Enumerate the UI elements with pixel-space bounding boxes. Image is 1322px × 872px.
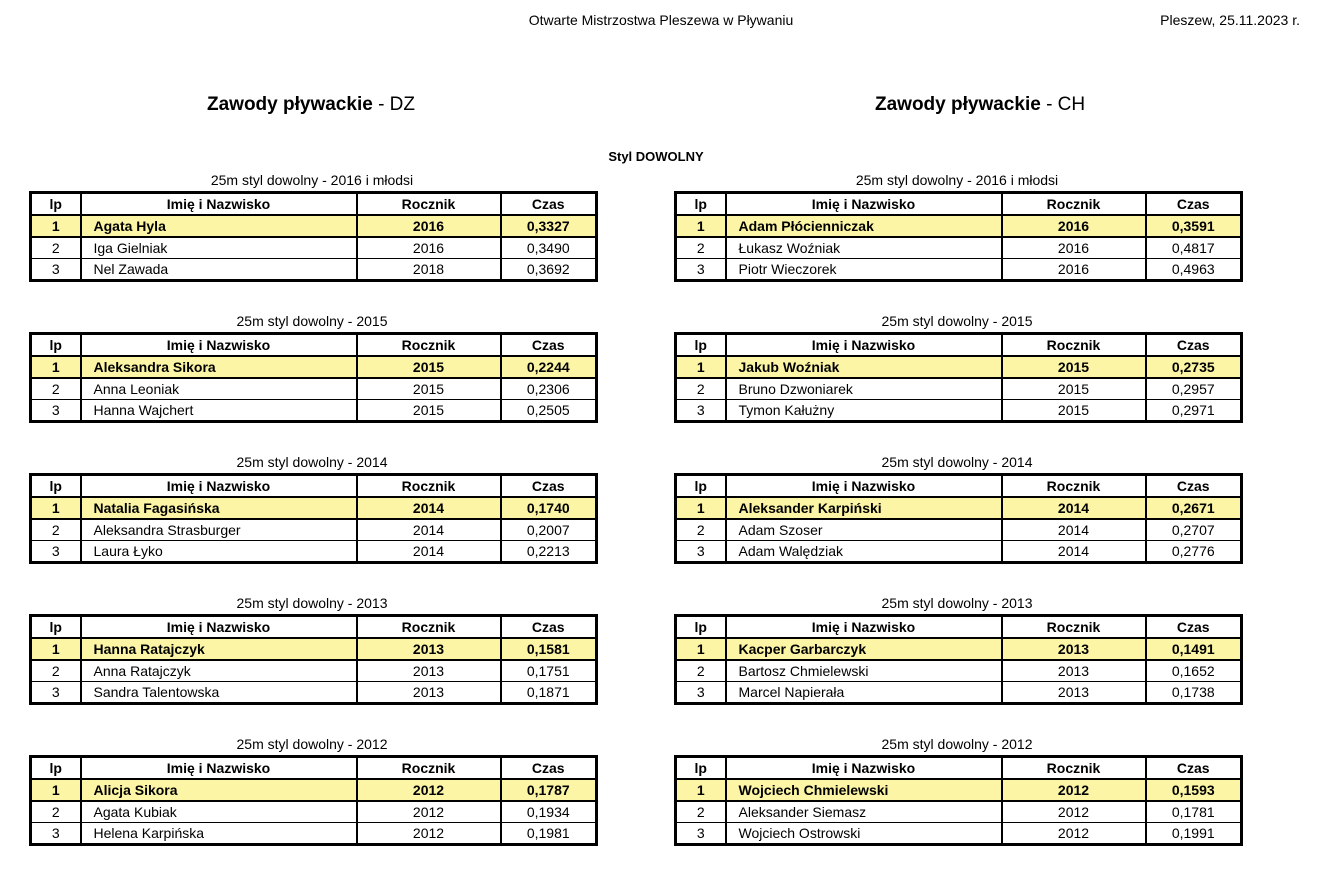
- cell-lp: 2: [31, 801, 81, 823]
- results-table: [29, 473, 598, 564]
- table-header-row: [31, 616, 597, 639]
- cell-time: 0,4963: [1146, 259, 1242, 281]
- cell-name: Bartosz Chmielewski: [726, 660, 1002, 682]
- cell-time: 0,2957: [1146, 378, 1242, 400]
- table-row: [676, 497, 1242, 519]
- header-year: Rocznik: [357, 193, 501, 216]
- results-table: [29, 614, 598, 705]
- header-year: Rocznik: [357, 334, 501, 357]
- cell-year: 2016: [1002, 237, 1146, 259]
- cell-year: 2015: [357, 378, 501, 400]
- cell-lp: 2: [676, 801, 726, 823]
- table-header-row: [676, 334, 1242, 357]
- event-caption: 25m styl dowolny - 2015: [881, 313, 1033, 329]
- cell-name: Anna Ratajczyk: [81, 660, 357, 682]
- cell-lp: 3: [31, 541, 81, 563]
- cell-time: 0,1581: [501, 638, 597, 660]
- cell-year: 2013: [357, 660, 501, 682]
- cell-name: Alicja Sikora: [81, 779, 357, 801]
- table-row: [676, 541, 1242, 563]
- header-name: Imię i Nazwisko: [81, 334, 357, 357]
- cell-lp: 3: [676, 259, 726, 281]
- table-header-row: [676, 475, 1242, 498]
- cell-time: 0,1751: [501, 660, 597, 682]
- event-caption: 25m styl dowolny - 2013: [236, 595, 388, 611]
- results-block-ch: [674, 311, 1240, 423]
- cell-name: Agata Kubiak: [81, 801, 357, 823]
- header-lp: lp: [676, 334, 726, 357]
- cell-year: 2014: [1002, 541, 1146, 563]
- cell-time: 0,2306: [501, 378, 597, 400]
- column-title-dz-main: Zawody pływackie: [207, 94, 373, 115]
- header-name: Imię i Nazwisko: [81, 757, 357, 780]
- cell-time: 0,1491: [1146, 638, 1242, 660]
- place-date: Pleszew, 25.11.2023 r.: [1160, 12, 1300, 28]
- cell-lp: 1: [31, 638, 81, 660]
- column-title-ch-main: Zawody pływackie: [875, 94, 1041, 115]
- cell-name: Tymon Kałużny: [726, 400, 1002, 422]
- cell-year: 2012: [1002, 801, 1146, 823]
- table-row: [676, 823, 1242, 845]
- cell-lp: 1: [676, 497, 726, 519]
- table-row: [676, 378, 1242, 400]
- cell-name: Jakub Woźniak: [726, 356, 1002, 378]
- cell-year: 2013: [1002, 682, 1146, 704]
- cell-time: 0,1871: [501, 682, 597, 704]
- table-row: [676, 682, 1242, 704]
- results-block-ch: [674, 734, 1240, 846]
- cell-time: 0,1738: [1146, 682, 1242, 704]
- event-caption: 25m styl dowolny - 2014: [881, 454, 1033, 470]
- header-time: Czas: [1146, 757, 1242, 780]
- cell-lp: 1: [676, 779, 726, 801]
- cell-name: Adam Szoser: [726, 519, 1002, 541]
- header-year: Rocznik: [1002, 757, 1146, 780]
- cell-name: Helena Karpińska: [81, 823, 357, 845]
- header-year: Rocznik: [1002, 616, 1146, 639]
- cell-time: 0,4817: [1146, 237, 1242, 259]
- header-name: Imię i Nazwisko: [81, 616, 357, 639]
- event-caption: 25m styl dowolny - 2016 i młodsi: [855, 172, 1059, 188]
- header-year: Rocznik: [1002, 334, 1146, 357]
- table-row: [676, 215, 1242, 237]
- header-lp: lp: [676, 757, 726, 780]
- table-row: [31, 400, 597, 422]
- cell-time: 0,1593: [1146, 779, 1242, 801]
- cell-year: 2012: [1002, 779, 1146, 801]
- table-row: [676, 237, 1242, 259]
- table-row: [676, 801, 1242, 823]
- header-name: Imię i Nazwisko: [726, 193, 1002, 216]
- table-header-row: [676, 193, 1242, 216]
- header-lp: lp: [31, 616, 81, 639]
- results-block-ch: [674, 593, 1240, 705]
- results-block-dz: [29, 452, 595, 564]
- event-caption: 25m styl dowolny - 2016 i młodsi: [210, 172, 414, 188]
- cell-lp: 1: [676, 356, 726, 378]
- table-row: [31, 823, 597, 845]
- header-name: Imię i Nazwisko: [726, 334, 1002, 357]
- column-title-dz: [207, 94, 415, 116]
- cell-year: 2014: [1002, 497, 1146, 519]
- table-header-row: [676, 616, 1242, 639]
- table-header-row: [676, 757, 1242, 780]
- header-time: Czas: [501, 616, 597, 639]
- header-name: Imię i Nazwisko: [726, 475, 1002, 498]
- event-caption: 25m styl dowolny - 2014: [236, 454, 388, 470]
- table-header-row: [31, 334, 597, 357]
- cell-lp: 3: [31, 400, 81, 422]
- cell-time: 0,1981: [501, 823, 597, 845]
- table-row: [31, 682, 597, 704]
- header-year: Rocznik: [357, 475, 501, 498]
- cell-lp: 2: [31, 519, 81, 541]
- cell-time: 0,2707: [1146, 519, 1242, 541]
- cell-year: 2013: [1002, 638, 1146, 660]
- event-caption: 25m styl dowolny - 2015: [236, 313, 388, 329]
- cell-year: 2014: [1002, 519, 1146, 541]
- cell-name: Adam Płócienniczak: [726, 215, 1002, 237]
- cell-year: 2012: [357, 779, 501, 801]
- results-table: [29, 191, 598, 282]
- table-row: [676, 400, 1242, 422]
- cell-time: 0,2735: [1146, 356, 1242, 378]
- cell-name: Aleksander Karpiński: [726, 497, 1002, 519]
- cell-name: Bruno Dzwoniarek: [726, 378, 1002, 400]
- header-lp: lp: [31, 475, 81, 498]
- cell-name: Hanna Wajchert: [81, 400, 357, 422]
- cell-lp: 3: [676, 541, 726, 563]
- cell-name: Łukasz Woźniak: [726, 237, 1002, 259]
- table-row: [676, 259, 1242, 281]
- cell-lp: 3: [31, 823, 81, 845]
- cell-time: 0,3692: [501, 259, 597, 281]
- cell-time: 0,2776: [1146, 541, 1242, 563]
- table-row: [31, 779, 597, 801]
- cell-year: 2014: [357, 497, 501, 519]
- cell-year: 2013: [357, 638, 501, 660]
- cell-name: Laura Łyko: [81, 541, 357, 563]
- results-block-ch: [674, 452, 1240, 564]
- header-name: Imię i Nazwisko: [726, 616, 1002, 639]
- cell-year: 2016: [1002, 215, 1146, 237]
- event-caption: 25m styl dowolny - 2012: [881, 736, 1033, 752]
- results-table: [674, 473, 1243, 564]
- cell-year: 2012: [357, 823, 501, 845]
- table-row: [31, 660, 597, 682]
- cell-year: 2015: [1002, 356, 1146, 378]
- cell-time: 0,2671: [1146, 497, 1242, 519]
- table-row: [31, 497, 597, 519]
- cell-time: 0,2505: [501, 400, 597, 422]
- header-lp: lp: [31, 334, 81, 357]
- table-row: [676, 660, 1242, 682]
- cell-lp: 3: [676, 682, 726, 704]
- cell-lp: 1: [676, 638, 726, 660]
- column-title-ch: [875, 94, 1085, 116]
- results-block-dz: [29, 593, 595, 705]
- cell-time: 0,2213: [501, 541, 597, 563]
- cell-name: Iga Gielniak: [81, 237, 357, 259]
- cell-lp: 3: [31, 259, 81, 281]
- results-table: [29, 755, 598, 846]
- event-caption: 25m styl dowolny - 2013: [881, 595, 1033, 611]
- table-row: [31, 519, 597, 541]
- header-time: Czas: [501, 334, 597, 357]
- column-title-dz-suffix: - DZ: [372, 94, 416, 115]
- results-block-dz: [29, 170, 595, 282]
- cell-lp: 2: [31, 660, 81, 682]
- header-name: Imię i Nazwisko: [726, 757, 1002, 780]
- header-time: Czas: [501, 193, 597, 216]
- cell-lp: 1: [676, 215, 726, 237]
- cell-time: 0,1934: [501, 801, 597, 823]
- cell-name: Aleksandra Sikora: [81, 356, 357, 378]
- table-row: [676, 519, 1242, 541]
- cell-lp: 1: [31, 215, 81, 237]
- event-caption: 25m styl dowolny - 2012: [236, 736, 388, 752]
- cell-lp: 1: [31, 356, 81, 378]
- results-block-dz: [29, 734, 595, 846]
- cell-time: 0,1652: [1146, 660, 1242, 682]
- header-name: Imię i Nazwisko: [81, 475, 357, 498]
- table-row: [31, 237, 597, 259]
- cell-time: 0,1991: [1146, 823, 1242, 845]
- header-lp: lp: [31, 757, 81, 780]
- header-lp: lp: [31, 193, 81, 216]
- table-header-row: [31, 475, 597, 498]
- header-time: Czas: [501, 475, 597, 498]
- cell-lp: 1: [31, 497, 81, 519]
- cell-year: 2016: [1002, 259, 1146, 281]
- cell-year: 2012: [357, 801, 501, 823]
- results-table: [674, 755, 1243, 846]
- cell-name: Adam Walędziak: [726, 541, 1002, 563]
- cell-year: 2015: [357, 400, 501, 422]
- cell-name: Hanna Ratajczyk: [81, 638, 357, 660]
- table-row: [676, 638, 1242, 660]
- cell-name: Aleksandra Strasburger: [81, 519, 357, 541]
- cell-time: 0,1781: [1146, 801, 1242, 823]
- cell-year: 2016: [357, 215, 501, 237]
- table-row: [31, 259, 597, 281]
- header-lp: lp: [676, 193, 726, 216]
- table-row: [31, 541, 597, 563]
- header-year: Rocznik: [357, 757, 501, 780]
- header-time: Czas: [501, 757, 597, 780]
- header-year: Rocznik: [1002, 193, 1146, 216]
- style-title: Styl DOWOLNY: [608, 149, 704, 164]
- cell-lp: 3: [31, 682, 81, 704]
- cell-year: 2013: [1002, 660, 1146, 682]
- cell-year: 2018: [357, 259, 501, 281]
- table-row: [31, 801, 597, 823]
- results-table: [674, 332, 1243, 423]
- table-row: [31, 356, 597, 378]
- header-time: Czas: [1146, 334, 1242, 357]
- cell-lp: 2: [676, 660, 726, 682]
- header-year: Rocznik: [357, 616, 501, 639]
- cell-name: Natalia Fagasińska: [81, 497, 357, 519]
- cell-lp: 3: [676, 823, 726, 845]
- cell-time: 0,2007: [501, 519, 597, 541]
- cell-time: 0,2244: [501, 356, 597, 378]
- table-row: [31, 638, 597, 660]
- table-header-row: [31, 193, 597, 216]
- cell-year: 2014: [357, 519, 501, 541]
- table-row: [31, 378, 597, 400]
- table-row: [31, 215, 597, 237]
- header-lp: lp: [676, 475, 726, 498]
- results-table: [29, 332, 598, 423]
- cell-name: Sandra Talentowska: [81, 682, 357, 704]
- header-time: Czas: [1146, 193, 1242, 216]
- results-block-ch: [674, 170, 1240, 282]
- cell-year: 2015: [357, 356, 501, 378]
- table-row: [676, 356, 1242, 378]
- cell-lp: 2: [676, 378, 726, 400]
- cell-name: Anna Leoniak: [81, 378, 357, 400]
- cell-year: 2012: [1002, 823, 1146, 845]
- results-block-dz: [29, 311, 595, 423]
- header-year: Rocznik: [1002, 475, 1146, 498]
- cell-name: Marcel Napierała: [726, 682, 1002, 704]
- header-time: Czas: [1146, 475, 1242, 498]
- cell-time: 0,3327: [501, 215, 597, 237]
- cell-time: 0,1787: [501, 779, 597, 801]
- cell-year: 2015: [1002, 400, 1146, 422]
- table-header-row: [31, 757, 597, 780]
- header-lp: lp: [676, 616, 726, 639]
- cell-name: Wojciech Ostrowski: [726, 823, 1002, 845]
- header-time: Czas: [1146, 616, 1242, 639]
- cell-name: Agata Hyla: [81, 215, 357, 237]
- cell-lp: 2: [31, 237, 81, 259]
- cell-name: Nel Zawada: [81, 259, 357, 281]
- cell-time: 0,2971: [1146, 400, 1242, 422]
- results-table: [674, 191, 1243, 282]
- cell-time: 0,3490: [501, 237, 597, 259]
- cell-lp: 2: [31, 378, 81, 400]
- results-table: [674, 614, 1243, 705]
- table-row: [676, 779, 1242, 801]
- cell-year: 2014: [357, 541, 501, 563]
- event-title: Otwarte Mistrzostwa Pleszewa w Pływaniu: [528, 12, 794, 28]
- cell-name: Piotr Wieczorek: [726, 259, 1002, 281]
- cell-name: Aleksander Siemasz: [726, 801, 1002, 823]
- cell-time: 0,3591: [1146, 215, 1242, 237]
- cell-lp: 1: [31, 779, 81, 801]
- cell-name: Wojciech Chmielewski: [726, 779, 1002, 801]
- cell-lp: 2: [676, 519, 726, 541]
- cell-name: Kacper Garbarczyk: [726, 638, 1002, 660]
- header-name: Imię i Nazwisko: [81, 193, 357, 216]
- cell-lp: 3: [676, 400, 726, 422]
- cell-time: 0,1740: [501, 497, 597, 519]
- cell-year: 2013: [357, 682, 501, 704]
- cell-lp: 2: [676, 237, 726, 259]
- column-title-ch-suffix: - CH: [1040, 94, 1086, 115]
- cell-year: 2015: [1002, 378, 1146, 400]
- cell-year: 2016: [357, 237, 501, 259]
